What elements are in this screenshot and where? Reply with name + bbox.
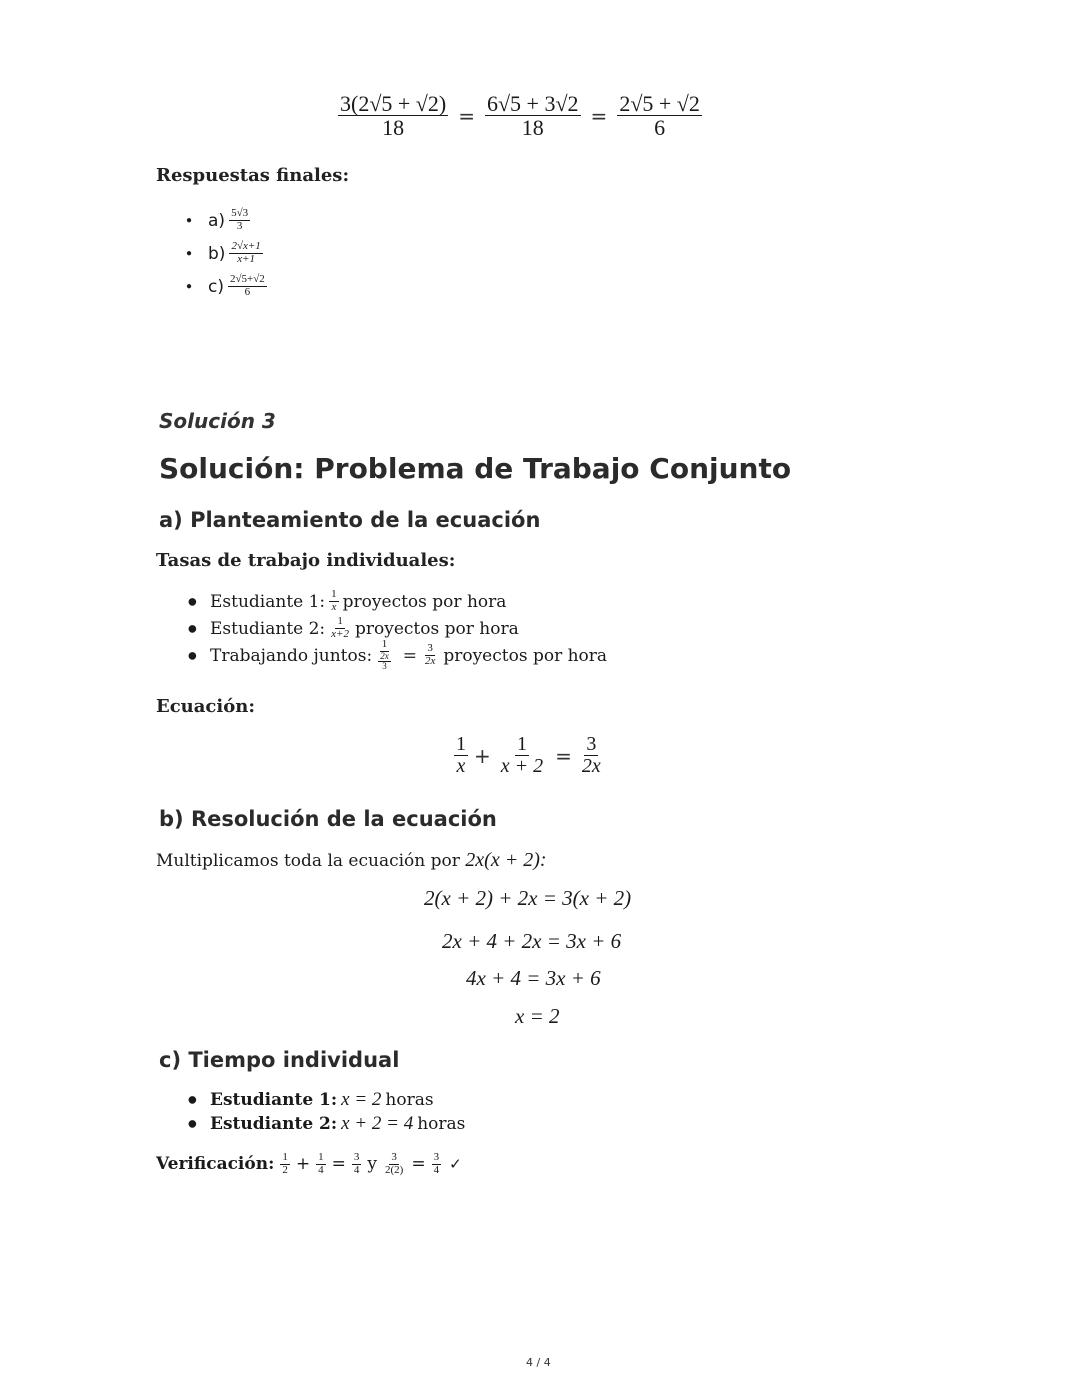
final-answers-heading: Respuestas finales: [156,165,350,186]
fraction: $\frac{2√5+√2}{6}$ [229,273,265,298]
final-answers-list [186,204,267,303]
list-item: ● Estudiante 1: x = 2 horas [186,1088,465,1112]
step-line: 4x + 4 = 3x + 6 [466,966,601,990]
section-c-heading: c) Tiempo individual [159,1048,400,1072]
list-item: ● a) $\frac{5√3}{3}$ [186,207,249,232]
solution-tag: Solución 3 [159,409,276,433]
step-line: x = 2 [515,1004,560,1028]
page-number: 4 / 4 [526,1356,551,1369]
checkmark-icon: ✓ [449,1155,462,1174]
fraction: $\frac{3}{4}$ [353,1151,360,1176]
fraction: $\frac{2√x+1}{x+1}$ [231,240,261,265]
verification: Verificación: $\frac{1}{2}$ + $\frac{1}{4}$ = $\frac{3}{4}$ y $\frac{3}{2(2)}$ = $\frac{3}{4}$ ✓ [156,1151,462,1176]
list-item: ● b) $\frac{2√x+1}{x+1}$ [186,240,261,265]
fraction: $\frac{1}{x+2}$ [331,615,349,640]
fraction: $\frac{1}{x}$ [456,733,466,777]
section-b-intro: Multiplicamos toda la ecuación por 2x(x + 2): [156,849,547,871]
fraction: $\frac{1}{2}$ [282,1151,288,1176]
page-title: Solución: Problema de Trabajo Conjunto [159,452,792,485]
fraction: $\frac{1}{x}$ [331,588,337,613]
list-item: ● Estudiante 2: $\frac{1}{x+2}$ proyectos por hora [186,615,607,642]
list-item: ● Estudiante 1: $\frac{1}{x}$ proyectos por hora [186,588,607,615]
rates-heading: Tasas de trabajo individuales: [156,550,456,571]
list-item: ● c) $\frac{2√5+√2}{6}$ [186,273,265,298]
fraction: $\frac{2√5 + √2}{6}$ [619,91,700,141]
step-line: 2(x + 2) + 2x = 3(x + 2) [424,886,632,910]
equation-heading: Ecuación: [156,696,255,717]
fraction: $\frac{3(2√5 + √2)}{18}$ [340,91,447,141]
main-equation: $\frac{1}{x}$ + $\frac{1}{x + 2}$ = $\frac{3}{2x}$ [456,733,601,777]
fraction: $\frac{3}{2x}$ [424,642,436,667]
section-a-heading: a) Planteamiento de la ecuación [159,508,541,532]
fraction: $\frac{3}{4}$ [433,1151,440,1176]
fraction: $\frac{3}{2(2)}$ [384,1151,404,1176]
fraction: $\frac{1}{\frac{2x}{3}}$ [380,638,389,672]
fraction: $\frac{1}{x + 2}$ [500,733,544,777]
step-line: 2x + 4 + 2x = 3x + 6 [442,929,622,953]
fraction: $\frac{1}{4}$ [318,1151,324,1176]
fraction: $\frac{6√5 + 3√2}{18}$ [486,91,579,141]
individual-time-list [186,1088,465,1136]
fraction: $\frac{5√3}{3}$ [231,207,249,232]
list-item: ● Estudiante 2: x + 2 = 4 horas [186,1112,465,1136]
section-b-heading: b) Resolución de la ecuación [159,807,497,831]
list-item: ● Trabajando juntos: $\frac{1}{\frac{2x}{3}}$ = $\frac{3}{2x}$ proyectos por hora [186,642,607,669]
top-equation: $\frac{3(2√5 + √2)}{18}$ = $\frac{6√5 + 3√2}{18}$ = $\frac{2√5 + √2}{6}$ [340,91,700,141]
rates-list [186,588,608,672]
fraction: $\frac{3}{2x}$ [581,733,601,777]
